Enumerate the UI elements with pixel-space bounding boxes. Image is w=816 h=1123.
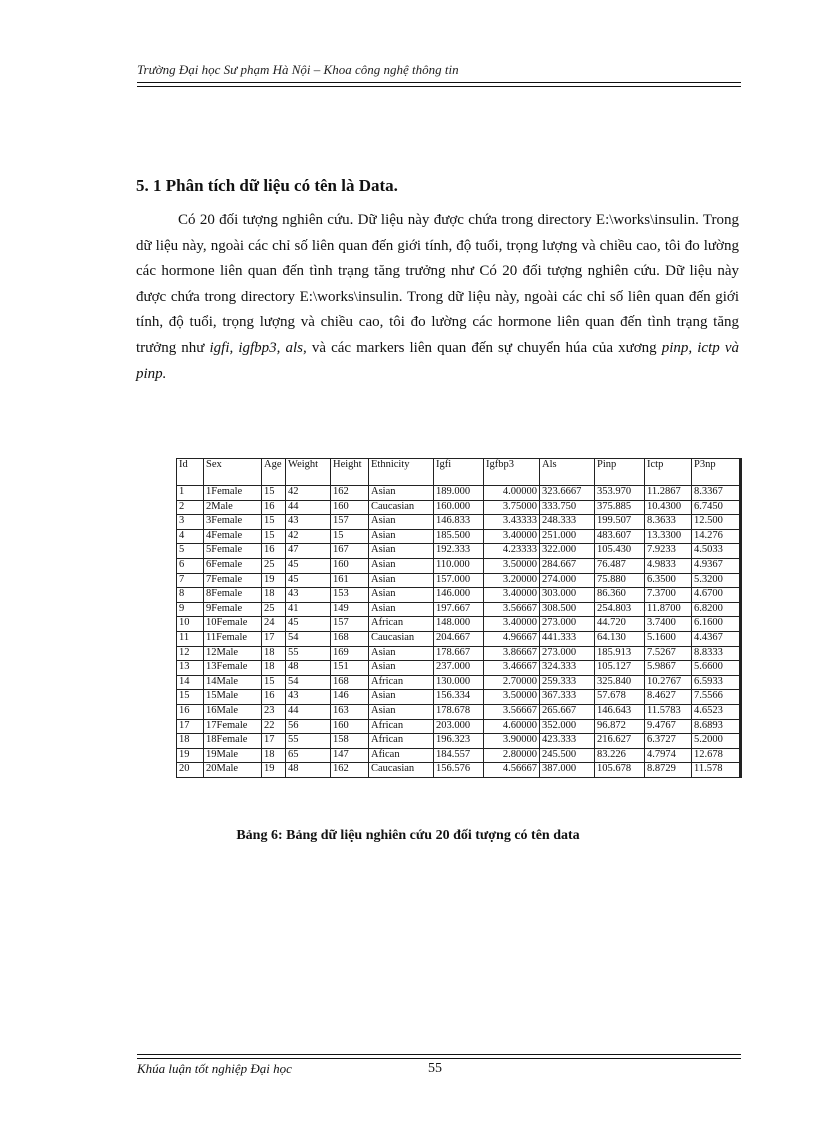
- table-cell: 45: [286, 573, 331, 588]
- table-cell: 16: [262, 500, 286, 515]
- table-body: [177, 486, 740, 778]
- table-row: [177, 675, 740, 690]
- table-cell: 146.000: [434, 588, 484, 603]
- table-cell: 353.970: [595, 486, 645, 501]
- table-cell: 245.500: [540, 748, 595, 763]
- table-cell: 308.500: [540, 602, 595, 617]
- table-row: [177, 690, 740, 705]
- table-cell: 5.1600: [645, 631, 692, 646]
- table-cell: 8.8729: [645, 763, 692, 778]
- table-row: [177, 734, 740, 749]
- table-cell: 4Female: [204, 529, 262, 544]
- table-cell: 10.2767: [645, 675, 692, 690]
- table-cell: 284.667: [540, 558, 595, 573]
- table-cell: 167: [331, 544, 369, 559]
- table-cell: 8.3633: [645, 515, 692, 530]
- table-cell: 192.333: [434, 544, 484, 559]
- table-cell: 161: [331, 573, 369, 588]
- table-cell: 7Female: [204, 573, 262, 588]
- table-row: [177, 646, 740, 661]
- footer-text: Khúa luận tốt nghiệp Đại học: [137, 1061, 292, 1076]
- table-cell: 8.6893: [692, 719, 740, 734]
- table-cell: 441.333: [540, 631, 595, 646]
- table-cell: 48: [286, 763, 331, 778]
- table-cell: 375.885: [595, 500, 645, 515]
- table-cell: 55: [286, 734, 331, 749]
- table-cell: 14: [177, 675, 204, 690]
- table-cell: 8.3367: [692, 486, 740, 501]
- table-cell: Afican: [369, 748, 434, 763]
- table-cell: 45: [286, 617, 331, 632]
- table-cell: 6.1600: [692, 617, 740, 632]
- table-cell: 333.750: [540, 500, 595, 515]
- table-cell: 273.000: [540, 646, 595, 661]
- table-cell: 4.6523: [692, 704, 740, 719]
- table-cell: 2.80000: [484, 748, 540, 763]
- table-row: [177, 719, 740, 734]
- table-cell: 110.000: [434, 558, 484, 573]
- table-cell: 254.803: [595, 602, 645, 617]
- paragraph-italic-1: igfi, igfbp3, als: [209, 339, 304, 356]
- table-cell: 196.323: [434, 734, 484, 749]
- column-header: Igfi: [434, 459, 484, 486]
- table-row: [177, 763, 740, 778]
- table-row: [177, 704, 740, 719]
- table-cell: 8.4627: [645, 690, 692, 705]
- table-cell: 4.23333: [484, 544, 540, 559]
- data-table-container: [176, 458, 739, 843]
- table-cell: 216.627: [595, 734, 645, 749]
- table-cell: 13.3300: [645, 529, 692, 544]
- body-paragraph: [136, 208, 739, 387]
- table-cell: 5Female: [204, 544, 262, 559]
- table-row: [177, 573, 740, 588]
- table-cell: 86.360: [595, 588, 645, 603]
- table-cell: 3.43333: [484, 515, 540, 530]
- header-divider: [137, 82, 741, 87]
- table-cell: 18: [262, 661, 286, 676]
- table-cell: 65: [286, 748, 331, 763]
- table-cell: 18: [262, 588, 286, 603]
- table-cell: 15: [262, 515, 286, 530]
- table-cell: 3.86667: [484, 646, 540, 661]
- table-cell: 43: [286, 588, 331, 603]
- table-cell: 6.8200: [692, 602, 740, 617]
- table-row: [177, 588, 740, 603]
- table-cell: 18: [262, 748, 286, 763]
- table-cell: 18Female: [204, 734, 262, 749]
- table-cell: 11: [177, 631, 204, 646]
- table-cell: 44: [286, 704, 331, 719]
- table-row: [177, 617, 740, 632]
- table-cell: 162: [331, 486, 369, 501]
- table-cell: 151: [331, 661, 369, 676]
- table-cell: 1Female: [204, 486, 262, 501]
- table-cell: 273.000: [540, 617, 595, 632]
- column-header: P3np: [692, 459, 740, 486]
- table-cell: 6.3500: [645, 573, 692, 588]
- table-cell: 3.46667: [484, 661, 540, 676]
- table-cell: 6.5933: [692, 675, 740, 690]
- table-cell: 20: [177, 763, 204, 778]
- table-cell: 18: [177, 734, 204, 749]
- table-cell: 185.913: [595, 646, 645, 661]
- table-cell: 48: [286, 661, 331, 676]
- table-cell: 423.333: [540, 734, 595, 749]
- table-cell: 203.000: [434, 719, 484, 734]
- table-cell: 265.667: [540, 704, 595, 719]
- column-header: Id: [177, 459, 204, 486]
- table-cell: 352.000: [540, 719, 595, 734]
- footer-divider: [137, 1054, 741, 1059]
- table-cell: 147: [331, 748, 369, 763]
- table-cell: 3.50000: [484, 690, 540, 705]
- column-header: Als: [540, 459, 595, 486]
- table-cell: 15: [177, 690, 204, 705]
- table-cell: 4: [177, 529, 204, 544]
- table-cell: 8Female: [204, 588, 262, 603]
- table-cell: 323.6667: [540, 486, 595, 501]
- table-cell: 11Female: [204, 631, 262, 646]
- table-cell: 259.333: [540, 675, 595, 690]
- table-cell: 41: [286, 602, 331, 617]
- table-cell: 303.000: [540, 588, 595, 603]
- table-cell: Asian: [369, 544, 434, 559]
- table-cell: 4.60000: [484, 719, 540, 734]
- table-cell: 3.40000: [484, 529, 540, 544]
- table-cell: 3.56667: [484, 704, 540, 719]
- table-cell: 16: [262, 690, 286, 705]
- table-cell: 83.226: [595, 748, 645, 763]
- paragraph-text-1: Có 20 đối tượng nghiên cứu. Dữ liệu này được chứa trong directory E:\works\insulin. Trong dữ liệu này, ngoài các chỉ số liên quan đến giới tính, độ tuổi, trọng lượng và chiều cao, tôi đo lường các hormone liên quan đến tình trạng tăng trưởng như Có 20 đối tượng nghiên cứu. Dữ liệu này được chứa trong directory E:\works\insulin. Trong dữ liệu này, ngoài các chỉ số liên quan đến giới tính, độ tuổi, trọng lượng và chiều cao, tôi đo lường các hormone liên quan đến tình trạng tăng trưởng như: [136, 212, 739, 356]
- table-cell: Caucasian: [369, 631, 434, 646]
- table-cell: 5.2000: [692, 734, 740, 749]
- table-cell: 160: [331, 719, 369, 734]
- table-cell: Asian: [369, 602, 434, 617]
- table-cell: African: [369, 734, 434, 749]
- table-cell: Asian: [369, 588, 434, 603]
- table-cell: 17: [262, 631, 286, 646]
- table-cell: 178.678: [434, 704, 484, 719]
- table-cell: 15: [262, 529, 286, 544]
- table-cell: 3.75000: [484, 500, 540, 515]
- table-cell: 160: [331, 500, 369, 515]
- table-cell: 16: [177, 704, 204, 719]
- table-cell: 5.6600: [692, 661, 740, 676]
- table-cell: 169: [331, 646, 369, 661]
- table-cell: 15Male: [204, 690, 262, 705]
- table-cell: 14.276: [692, 529, 740, 544]
- table-cell: 3Female: [204, 515, 262, 530]
- table-cell: 13: [177, 661, 204, 676]
- table-cell: 9: [177, 602, 204, 617]
- table-cell: 5: [177, 544, 204, 559]
- table-cell: 96.872: [595, 719, 645, 734]
- table-cell: 10Female: [204, 617, 262, 632]
- table-cell: 322.000: [540, 544, 595, 559]
- column-header: Ictp: [645, 459, 692, 486]
- table-cell: 168: [331, 631, 369, 646]
- table-cell: 1: [177, 486, 204, 501]
- table-cell: 25: [262, 558, 286, 573]
- table-cell: 12.678: [692, 748, 740, 763]
- table-cell: 3.56667: [484, 602, 540, 617]
- table-cell: 156.576: [434, 763, 484, 778]
- table-row: [177, 500, 740, 515]
- table-cell: 184.557: [434, 748, 484, 763]
- table-cell: 6.7450: [692, 500, 740, 515]
- section-title: 5. 1 Phân tích dữ liệu có tên là Data.: [136, 176, 398, 195]
- column-header: Weight: [286, 459, 331, 486]
- table-cell: 4.9833: [645, 558, 692, 573]
- table-cell: Caucasian: [369, 500, 434, 515]
- table-row: [177, 631, 740, 646]
- page-number: 55: [428, 1061, 442, 1076]
- table-cell: 3.7400: [645, 617, 692, 632]
- column-header: Height: [331, 459, 369, 486]
- table-cell: 42: [286, 529, 331, 544]
- table-right-edge: [740, 458, 742, 778]
- table-cell: 367.333: [540, 690, 595, 705]
- table-cell: 20Male: [204, 763, 262, 778]
- table-cell: 42: [286, 486, 331, 501]
- column-header: Igfbp3: [484, 459, 540, 486]
- table-cell: 387.000: [540, 763, 595, 778]
- table-cell: African: [369, 719, 434, 734]
- table-cell: 22: [262, 719, 286, 734]
- table-cell: 130.000: [434, 675, 484, 690]
- table-cell: 4.7974: [645, 748, 692, 763]
- table-cell: 7.5267: [645, 646, 692, 661]
- table-cell: 56: [286, 719, 331, 734]
- table-cell: 75.880: [595, 573, 645, 588]
- table-cell: 10.4300: [645, 500, 692, 515]
- table-cell: African: [369, 617, 434, 632]
- table-cell: 146: [331, 690, 369, 705]
- column-header: Age: [262, 459, 286, 486]
- table-cell: Asian: [369, 529, 434, 544]
- table-cell: 168: [331, 675, 369, 690]
- table-cell: 12: [177, 646, 204, 661]
- table-cell: 19Male: [204, 748, 262, 763]
- table-cell: 3.40000: [484, 588, 540, 603]
- table-cell: 146.643: [595, 704, 645, 719]
- table-cell: 17Female: [204, 719, 262, 734]
- table-cell: 15: [262, 675, 286, 690]
- table-cell: 325.840: [595, 675, 645, 690]
- table-cell: 16Male: [204, 704, 262, 719]
- table-cell: 12Male: [204, 646, 262, 661]
- table-cell: 43: [286, 515, 331, 530]
- table-cell: 7.3700: [645, 588, 692, 603]
- table-cell: African: [369, 675, 434, 690]
- table-cell: Asian: [369, 690, 434, 705]
- table-cell: 160: [331, 558, 369, 573]
- table-cell: 4.6700: [692, 588, 740, 603]
- table-cell: Asian: [369, 646, 434, 661]
- table-cell: 163: [331, 704, 369, 719]
- table-cell: 3: [177, 515, 204, 530]
- table-cell: Asian: [369, 704, 434, 719]
- table-cell: 3.50000: [484, 558, 540, 573]
- table-cell: 105.127: [595, 661, 645, 676]
- table-cell: 189.000: [434, 486, 484, 501]
- table-cell: 4.56667: [484, 763, 540, 778]
- column-header: Sex: [204, 459, 262, 486]
- table-row: [177, 529, 740, 544]
- table-cell: 4.9367: [692, 558, 740, 573]
- table-cell: 9Female: [204, 602, 262, 617]
- table-cell: 54: [286, 631, 331, 646]
- table-cell: 12.500: [692, 515, 740, 530]
- table-row: [177, 558, 740, 573]
- table-cell: 13Female: [204, 661, 262, 676]
- table-cell: 7: [177, 573, 204, 588]
- table-cell: 10: [177, 617, 204, 632]
- table-cell: 76.487: [595, 558, 645, 573]
- table-cell: 4.5033: [692, 544, 740, 559]
- table-cell: 18: [262, 646, 286, 661]
- table-row: [177, 486, 740, 501]
- table-cell: 324.333: [540, 661, 595, 676]
- table-cell: Caucasian: [369, 763, 434, 778]
- table-cell: 45: [286, 558, 331, 573]
- table-cell: 248.333: [540, 515, 595, 530]
- table-cell: 14Male: [204, 675, 262, 690]
- table-cell: 47: [286, 544, 331, 559]
- table-cell: 7.5566: [692, 690, 740, 705]
- table-row: [177, 748, 740, 763]
- table-cell: 4.00000: [484, 486, 540, 501]
- table-cell: 55: [286, 646, 331, 661]
- table-cell: Asian: [369, 486, 434, 501]
- table-row: [177, 544, 740, 559]
- table-cell: 7.9233: [645, 544, 692, 559]
- table-cell: 44.720: [595, 617, 645, 632]
- table-row: [177, 602, 740, 617]
- table-cell: 153: [331, 588, 369, 603]
- table-cell: 15: [331, 529, 369, 544]
- page-header: Trường Đại học Sư phạm Hà Nội – Khoa công nghệ thông tin: [137, 62, 459, 77]
- table-cell: 44: [286, 500, 331, 515]
- table-cell: 3.90000: [484, 734, 540, 749]
- column-header: Pinp: [595, 459, 645, 486]
- table-row: [177, 515, 740, 530]
- table-cell: 6: [177, 558, 204, 573]
- table-cell: Asian: [369, 558, 434, 573]
- table-cell: 6.3727: [645, 734, 692, 749]
- table-cell: 158: [331, 734, 369, 749]
- table-cell: 11.2867: [645, 486, 692, 501]
- table-cell: 11.5783: [645, 704, 692, 719]
- table-cell: 43: [286, 690, 331, 705]
- table-cell: 146.833: [434, 515, 484, 530]
- table-cell: 11.578: [692, 763, 740, 778]
- table-cell: 157: [331, 617, 369, 632]
- table-cell: 8: [177, 588, 204, 603]
- table-cell: 237.000: [434, 661, 484, 676]
- table-cell: 2.70000: [484, 675, 540, 690]
- table-cell: 160.000: [434, 500, 484, 515]
- table-cell: 54: [286, 675, 331, 690]
- table-cell: 8.8333: [692, 646, 740, 661]
- table-cell: 162: [331, 763, 369, 778]
- table-cell: 23: [262, 704, 286, 719]
- table-cell: 483.607: [595, 529, 645, 544]
- table-cell: 156.334: [434, 690, 484, 705]
- table-cell: 3.40000: [484, 617, 540, 632]
- table-cell: 25: [262, 602, 286, 617]
- table-cell: Asian: [369, 573, 434, 588]
- table-cell: 2Male: [204, 500, 262, 515]
- table-cell: 4.96667: [484, 631, 540, 646]
- table-cell: 148.000: [434, 617, 484, 632]
- table-cell: 178.667: [434, 646, 484, 661]
- table-cell: 24: [262, 617, 286, 632]
- table-cell: 3.20000: [484, 573, 540, 588]
- table-cell: 17: [262, 734, 286, 749]
- table-cell: 17: [177, 719, 204, 734]
- table-cell: 274.000: [540, 573, 595, 588]
- paragraph-italic-2: pinp, ictp và pinp.: [136, 339, 739, 382]
- table-cell: 15: [262, 486, 286, 501]
- table-cell: 19: [262, 573, 286, 588]
- table-caption: Bảng 6: Bảng dữ liệu nghiên cứu 20 đối tượng có tên data: [236, 828, 580, 843]
- table-cell: Asian: [369, 515, 434, 530]
- table-cell: 157: [331, 515, 369, 530]
- table-cell: 64.130: [595, 631, 645, 646]
- paragraph-text-2: , và các markers liên quan đến sự chuyển húa của xương: [303, 339, 662, 356]
- table-cell: 4.4367: [692, 631, 740, 646]
- table-cell: 19: [177, 748, 204, 763]
- table-cell: 157.000: [434, 573, 484, 588]
- table-cell: Asian: [369, 661, 434, 676]
- table-cell: 9.4767: [645, 719, 692, 734]
- table-row: [177, 661, 740, 676]
- table-cell: 251.000: [540, 529, 595, 544]
- table-cell: 197.667: [434, 602, 484, 617]
- table-cell: 199.507: [595, 515, 645, 530]
- table-cell: 16: [262, 544, 286, 559]
- data-table: [176, 458, 740, 778]
- table-cell: 149: [331, 602, 369, 617]
- column-header: Ethnicity: [369, 459, 434, 486]
- table-cell: 5.9867: [645, 661, 692, 676]
- table-cell: 105.430: [595, 544, 645, 559]
- table-cell: 57.678: [595, 690, 645, 705]
- table-cell: 19: [262, 763, 286, 778]
- table-cell: 6Female: [204, 558, 262, 573]
- table-cell: 2: [177, 500, 204, 515]
- table-cell: 5.3200: [692, 573, 740, 588]
- table-cell: 185.500: [434, 529, 484, 544]
- table-cell: 204.667: [434, 631, 484, 646]
- table-header-row: [177, 459, 740, 486]
- table-cell: 11.8700: [645, 602, 692, 617]
- table-cell: 105.678: [595, 763, 645, 778]
